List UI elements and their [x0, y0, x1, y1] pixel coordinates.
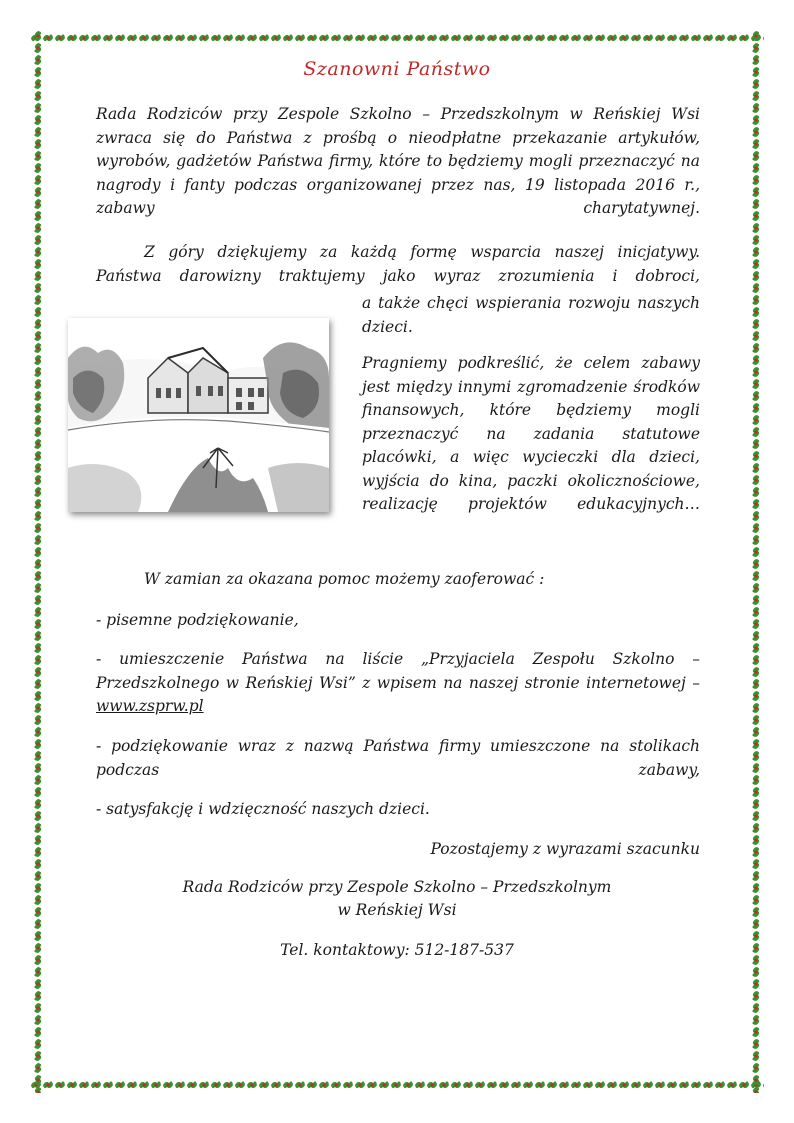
offer-item-2 [96, 648, 700, 719]
closing-text: Pozostajemy z wyrazami szacunku [430, 840, 700, 858]
offer-intro: W zamian za okazana pomoc możemy zaoferować : [144, 570, 545, 588]
offer-item-3: - podziękowanie wraz z nazwą Państwa firmy umieszczone na stolikach podczas zabawy, [96, 737, 700, 779]
offer-item-2-text: - umieszczenie Państwa na liście „Przyjaciela Zespołu Szkolno – Przedszkolnego w Reńskiej Wsi” z wpisem na naszej stronie internetowej – [96, 650, 700, 692]
letter-title: Szanowni Państwo [303, 58, 491, 80]
signature-line-2: w Reńskiej Wsi [337, 901, 457, 919]
thanks-line-2: Państwa darowizny traktujemy jako wyraz zrozumienia i dobroci, [96, 267, 700, 285]
offer-item-4: - satysfakcję i wdzięczność naszych dzieci. [96, 800, 430, 818]
signature-line-1: Rada Rodziców przy Zespole Szkolno – Przedszkolnym [182, 878, 612, 896]
holly-border-top [30, 30, 764, 46]
thanks-continuation: a także chęci wspierania rozwoju naszych dzieci. [362, 294, 700, 336]
website-link[interactable]: www.zsprw.pl [96, 697, 204, 715]
contact-phone: Tel. kontaktowy: 512-187-537 [280, 941, 514, 959]
holly-border-left [30, 30, 46, 1093]
thanks-line-1: Z góry dziękujemy za każdą formę wsparcia naszej inicjatywy. [144, 243, 700, 261]
holly-border-bottom [30, 1077, 764, 1093]
purpose-paragraph: Pragniemy podkreślić, że celem zabawy jest między innymi zgromadzenie środków finansowych, które będziemy mogli przeznaczyć na zadania statutowe placówki, a więc wycieczki dla dzieci, wyjścia do kina, paczki okolicznościowe, realizację projektów edukacyjnych… [362, 354, 700, 513]
holly-border-right [748, 30, 764, 1093]
offer-item-1: - pisemne podziękowanie, [96, 611, 299, 629]
intro-paragraph: Rada Rodziców przy Zespole Szkolno – Przedszkolnym w Reńskiej Wsi zwraca się do Państwa z prośbą o nieodpłatne przekazanie artykułów, wyrobów, gadżetów Państwa firmy, które to będziemy mogli przeznaczyć na nagrody i fanty podczas organizowanej przez nas, 19 listopada 2016 r., zabawy charytatywnej. [96, 105, 700, 217]
school-building-photo [68, 318, 329, 512]
